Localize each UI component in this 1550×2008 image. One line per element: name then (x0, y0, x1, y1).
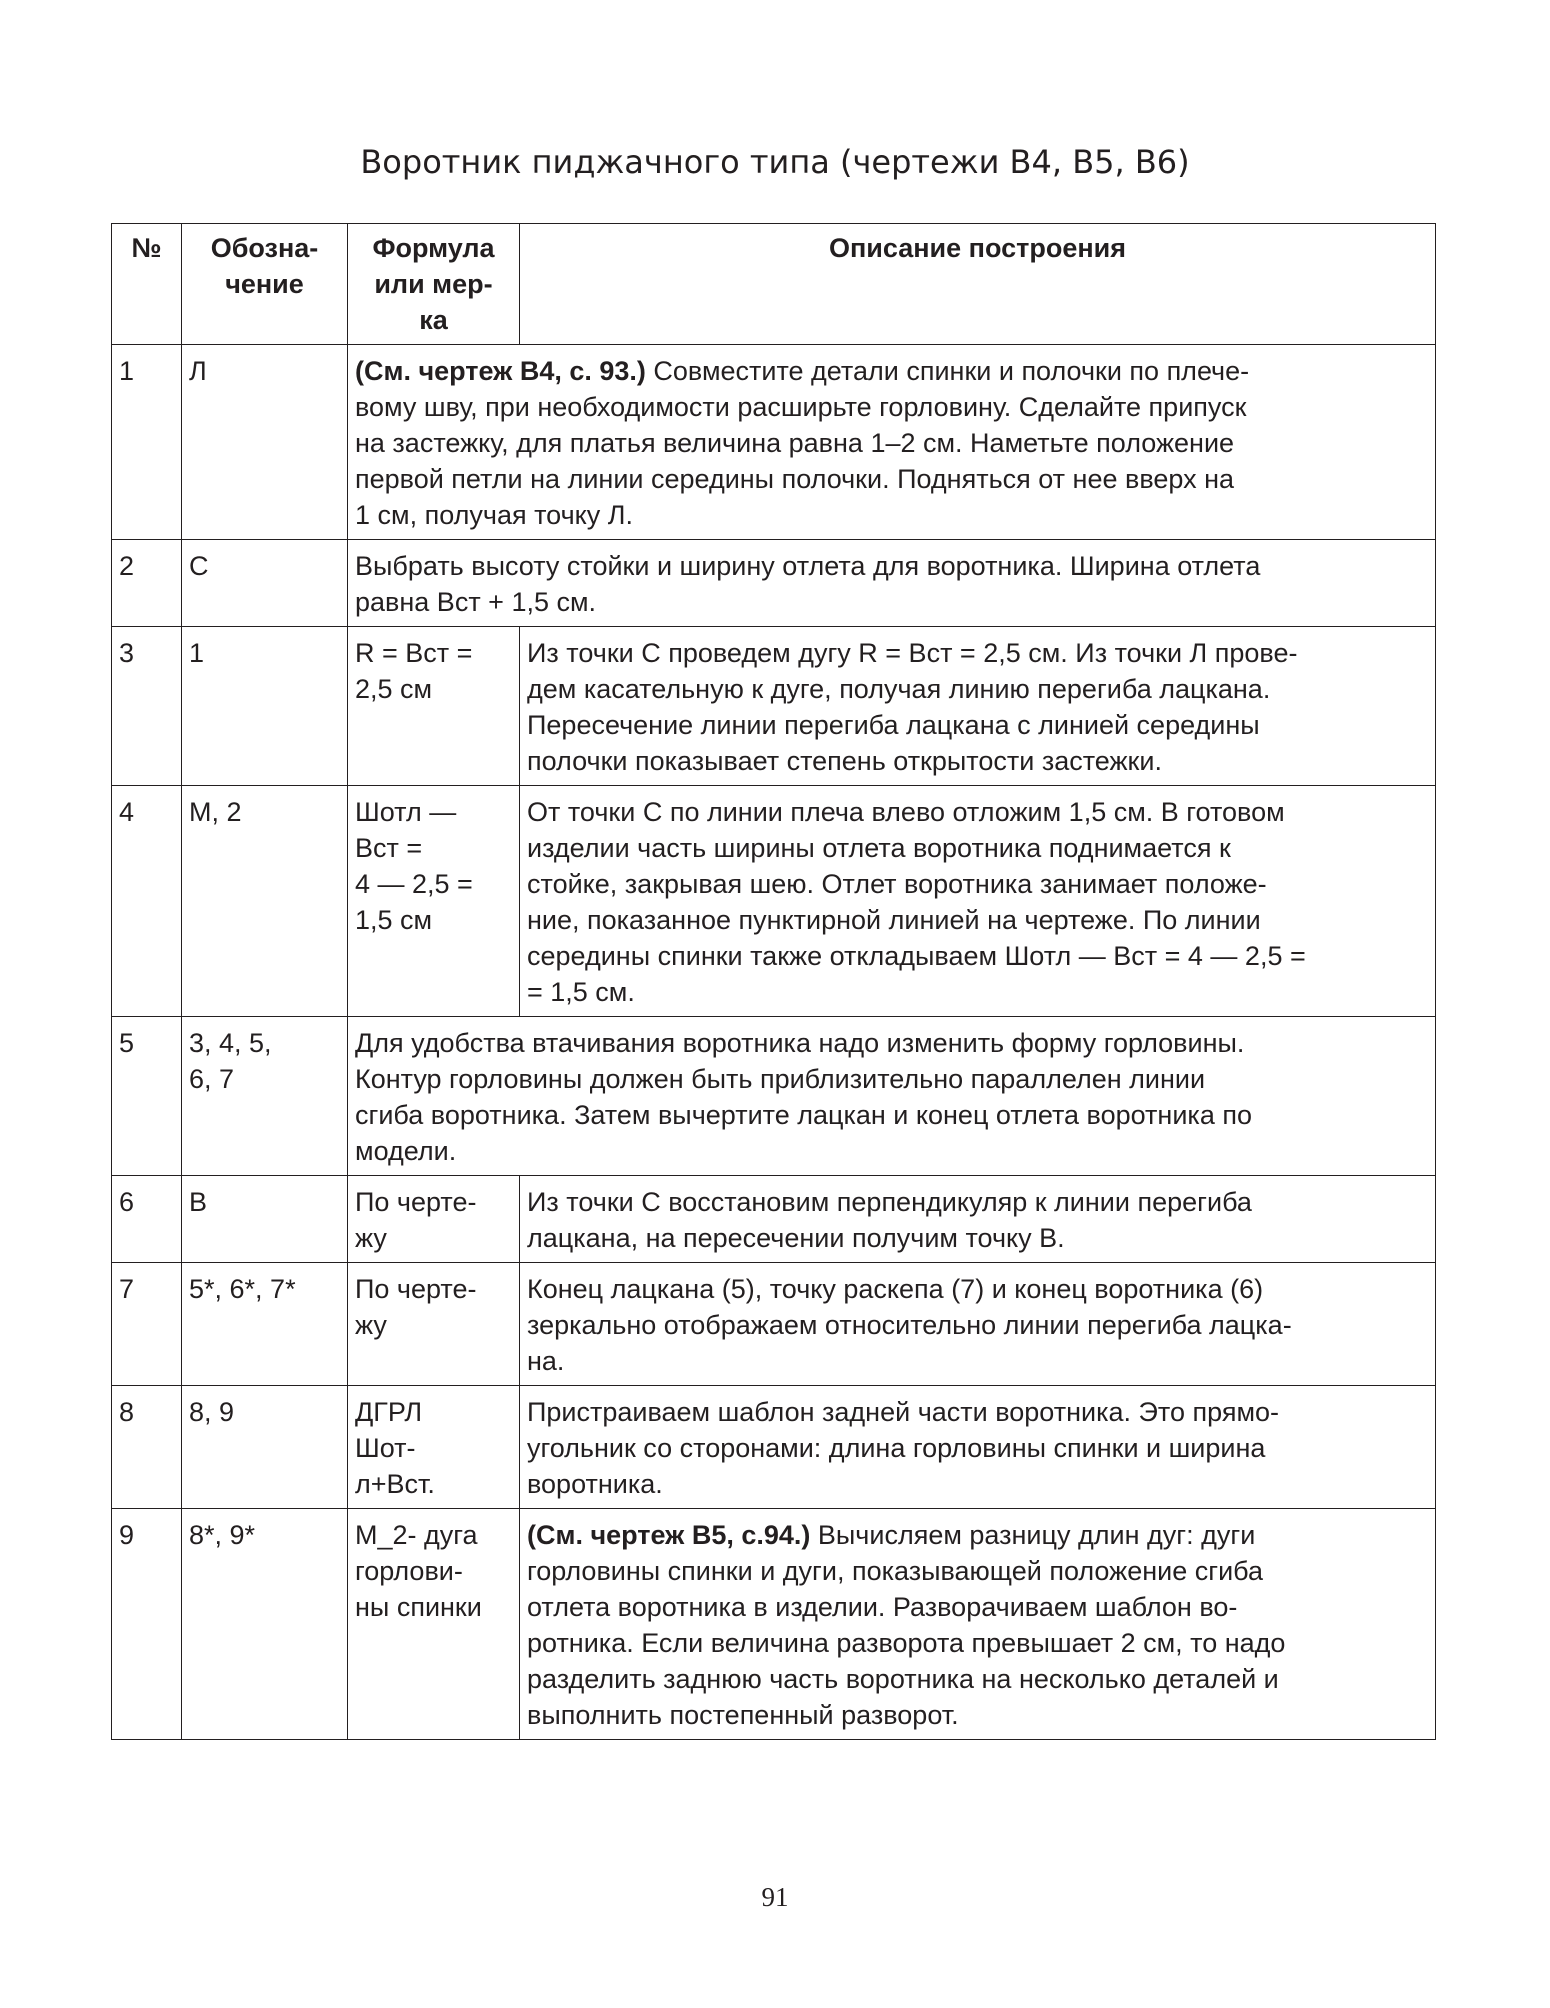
row-formula-text: ДГРЛ Шот- л+Вст. (355, 1397, 435, 1499)
description-text: Выбрать высоту стойки и ширину отлета для воротника. Ширина отлета равна Вст + 1,5 см. (355, 551, 1261, 617)
row-designation (182, 540, 348, 627)
row-formula-text: По черте- жу (355, 1187, 477, 1253)
row-description (348, 540, 1436, 627)
row-number-text: 8 (119, 1397, 135, 1427)
reference-note: (См. чертеж В5, с.94.) (527, 1520, 811, 1550)
table-row (112, 1017, 1436, 1176)
row-description (520, 627, 1436, 786)
row-designation-text: 1 (189, 638, 205, 668)
row-description (348, 1017, 1436, 1176)
row-formula (348, 1386, 520, 1509)
header-formula (348, 224, 520, 345)
row-designation-text: 8, 9 (189, 1397, 235, 1427)
table-row (112, 1176, 1436, 1263)
header-designation (182, 224, 348, 345)
row-description (520, 1263, 1436, 1386)
row-designation-text: 8*, 9* (189, 1520, 256, 1550)
construction-table (111, 223, 1436, 1740)
row-formula (348, 1509, 520, 1740)
description-text: От точки С по линии плеча влево отложим 1,5 см. В готовом изделии часть ширины отлета воротника поднимается к стойке, закрывая шею. Отлет воротника занимает положе- ние, показанное пунктирной линией на чертеже. По линии середины спинки также откладываем Шотл — Вст = 4 — 2,5 = = 1,5 см. (527, 797, 1306, 1007)
row-formula-text: М_2- дуга горлови- ны спинки (355, 1520, 482, 1622)
row-number (112, 540, 182, 627)
description-text: Из точки С восстановим перпендикуляр к линии перегиба лацкана, на пересечении получим точку В. (527, 1187, 1252, 1253)
row-designation (182, 1017, 348, 1176)
row-number-text: 4 (119, 797, 135, 827)
row-designation (182, 627, 348, 786)
row-description (520, 1176, 1436, 1263)
row-designation (182, 786, 348, 1017)
row-designation-text: М, 2 (189, 797, 242, 827)
row-description (520, 1509, 1436, 1740)
page-title: Воротник пиджачного типа (чертежи В4, В5, В6) (360, 143, 1190, 181)
row-number-text: 6 (119, 1187, 135, 1217)
row-number-text: 3 (119, 638, 135, 668)
table-row (112, 540, 1436, 627)
row-designation-text: Л (189, 356, 207, 386)
description-text: Для удобства втачивания воротника надо изменить форму горловины. Контур горловины должен быть приблизительно параллелен линии сгиба воротника. Затем вычертите лацкан и конец отлета воротника по модели. (355, 1028, 1252, 1166)
row-number-text: 9 (119, 1520, 135, 1550)
table-header-row (112, 224, 1436, 345)
table-row (112, 786, 1436, 1017)
row-designation (182, 1176, 348, 1263)
header-formula-text: Формула или мер- ка (372, 233, 495, 335)
row-description (520, 1386, 1436, 1509)
description-text: Пристраиваем шаблон задней части воротника. Это прямо- угольник со сторонами: длина горловины спинки и ширина воротника. (527, 1397, 1280, 1499)
row-number (112, 627, 182, 786)
row-formula (348, 1176, 520, 1263)
row-number (112, 1509, 182, 1740)
table-row (112, 627, 1436, 786)
description-text: Конец лацкана (5), точку раскепа (7) и конец воротника (6) зеркально отображаем относительно линии перегиба лацка- на. (527, 1274, 1292, 1376)
header-description-text: Описание построения (828, 233, 1127, 263)
row-designation (182, 1386, 348, 1509)
row-designation (182, 345, 348, 540)
row-formula-text: R = Вст = 2,5 см (355, 638, 473, 704)
row-number (112, 1176, 182, 1263)
row-number (112, 1263, 182, 1386)
table-row (112, 1386, 1436, 1509)
row-designation-text: 3, 4, 5, 6, 7 (189, 1028, 272, 1094)
row-description (520, 786, 1436, 1017)
row-formula (348, 1263, 520, 1386)
reference-note: (См. чертеж В4, с. 93.) (355, 356, 646, 386)
row-designation-text: С (189, 551, 209, 581)
row-number (112, 1386, 182, 1509)
row-number-text: 2 (119, 551, 135, 581)
table-row (112, 1263, 1436, 1386)
description-text: Из точки С проведем дугу R = Вст = 2,5 см. Из точки Л прове- дем касательную к дуге, получая линию перегиба лацкана. Пересечение линии перегиба лацкана с линией середины полочки показывает степень открытости застежки. (527, 638, 1298, 776)
header-designation-text: Обозна- чение (210, 233, 319, 299)
header-num (112, 224, 182, 345)
header-description (520, 224, 1436, 345)
row-formula (348, 786, 520, 1017)
row-number-text: 7 (119, 1274, 135, 1304)
row-number (112, 345, 182, 540)
row-designation-text: 5*, 6*, 7* (189, 1274, 296, 1304)
description-text: Вычисляем разницу длин дуг: дуги горловины спинки и дуги, показывающей положение сгиба отлета воротника в изделии. Разворачиваем шаблон во- ротника. Если величина разворота превышает 2 см, то надо разделить заднюю часть воротника на несколько деталей и выполнить постепенный разворот. (527, 1520, 1286, 1730)
table-row (112, 345, 1436, 540)
row-number (112, 786, 182, 1017)
header-num-text: № (131, 233, 162, 263)
row-description (348, 345, 1436, 540)
page-number: 91 (761, 1882, 789, 1912)
row-number (112, 1017, 182, 1176)
row-formula (348, 627, 520, 786)
row-formula-text: Шотл — Вст = 4 — 2,5 = 1,5 см (355, 797, 473, 935)
row-number-text: 1 (119, 356, 135, 386)
row-designation (182, 1263, 348, 1386)
table-row (112, 1509, 1436, 1740)
row-designation (182, 1509, 348, 1740)
description-text: Совместите детали спинки и полочки по плече- вому шву, при необходимости расширьте горловину. Сделайте припуск на застежку, для платья величина равна 1–2 см. Наметьте положение первой петли на линии середины полочки. Подняться от нее вверх на 1 см, получая точку Л. (355, 356, 1250, 530)
row-designation-text: В (189, 1187, 208, 1217)
row-number-text: 5 (119, 1028, 135, 1058)
row-formula-text: По черте- жу (355, 1274, 477, 1340)
